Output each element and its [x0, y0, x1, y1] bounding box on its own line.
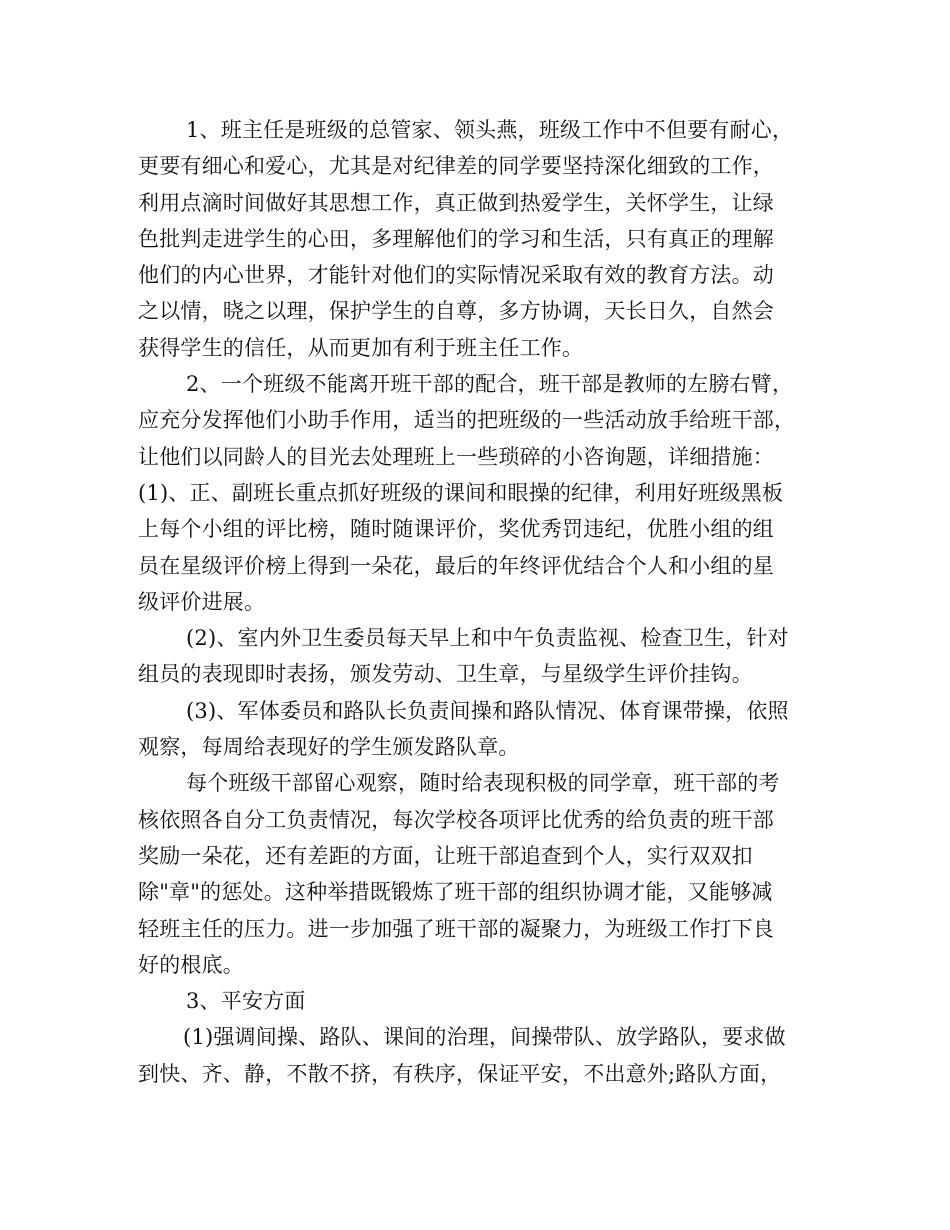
text-line: 让他们以同龄人的目光去处理班上一些琐碎的小咨询题，详细措施： — [138, 444, 774, 469]
text-line: 应充分发挥他们小助手作用，适当的把班级的一些活动放手给班干部， — [138, 408, 796, 433]
text-line: 组员的表现即时表扬，颁发劳动、卫生章，与星级学生评价挂钩。 — [138, 662, 753, 687]
text-line: 轻班主任的压力。进一步加强了班干部的凝聚力，为班级工作打下良 — [138, 916, 774, 941]
text-line: 观察，每周给表现好的学生颁发路队章。 — [138, 735, 520, 760]
text-line: 1、班主任是班级的总管家、领头燕，班级工作中不但要有耐心， — [186, 118, 794, 142]
text-line: (1)强调间操、路队、课间的治理，间操带队、放学路队，要求做 — [183, 1025, 786, 1050]
text-line: 级评价进展。 — [138, 589, 266, 614]
text-line: 到快、齐、静，不散不挤，有秩序，保证平安，不出意外;路队方面， — [138, 1061, 782, 1086]
text-line: 每个班级干部留心观察，随时给表现积极的同学章，班干部的考 — [186, 771, 780, 796]
text-line: 除"章"的惩处。这种举措既锻炼了班干部的组织协调才能，又能够减 — [138, 880, 773, 905]
text-line: (2)、室内外卫生委员每天早上和中午负责监视、检查卫生，针对 — [186, 626, 789, 651]
text-line: (1)、正、副班长重点抓好班级的课间和眼操的纪律，利用好班级黑板 — [138, 480, 784, 505]
text-line: 之以情，晓之以理，保护学生的自尊，多方协调，天长日久，自然会 — [138, 299, 774, 324]
text-line: 获得学生的信任，从而更加有利于班主任工作。 — [138, 335, 584, 360]
text-line: 更要有细心和爱心，尤其是对纪律差的同学要坚持深化细致的工作， — [138, 154, 774, 179]
text-line: 色批判走进学生的心田，多理解他们的学习和生活，只有真正的理解 — [138, 226, 774, 251]
text-line: 员在星级评价榜上得到一朵花，最后的年终评优结合个人和小组的星 — [138, 553, 774, 578]
text-line: 3、平安方面 — [186, 989, 306, 1014]
text-line: 核依照各自分工负责情况，每次学校各项评比优秀的给负责的班干部 — [138, 807, 774, 832]
text-line: 利用点滴时间做好其思想工作，真正做到热爱学生，关怀学生，让绿 — [138, 190, 774, 215]
document-body — [138, 112, 828, 1092]
text-line: 他们的内心世界，才能针对他们的实际情况采取有效的教育方法。动 — [138, 263, 774, 288]
text-line: (3)、军体委员和路队长负责间操和路队情况、体育课带操，依照 — [186, 698, 789, 723]
text-line: 2、一个班级不能离开班干部的配合，班干部是教师的左膀右臂， — [186, 372, 794, 397]
text-line: 好的根底。 — [138, 952, 244, 977]
text-line: 奖励一朵花，还有差距的方面，让班干部追查到个人，实行双双扣 — [138, 843, 753, 868]
text-line: 上每个小组的评比榜，随时随课评价，奖优秀罚违纪，优胜小组的组 — [138, 517, 774, 542]
